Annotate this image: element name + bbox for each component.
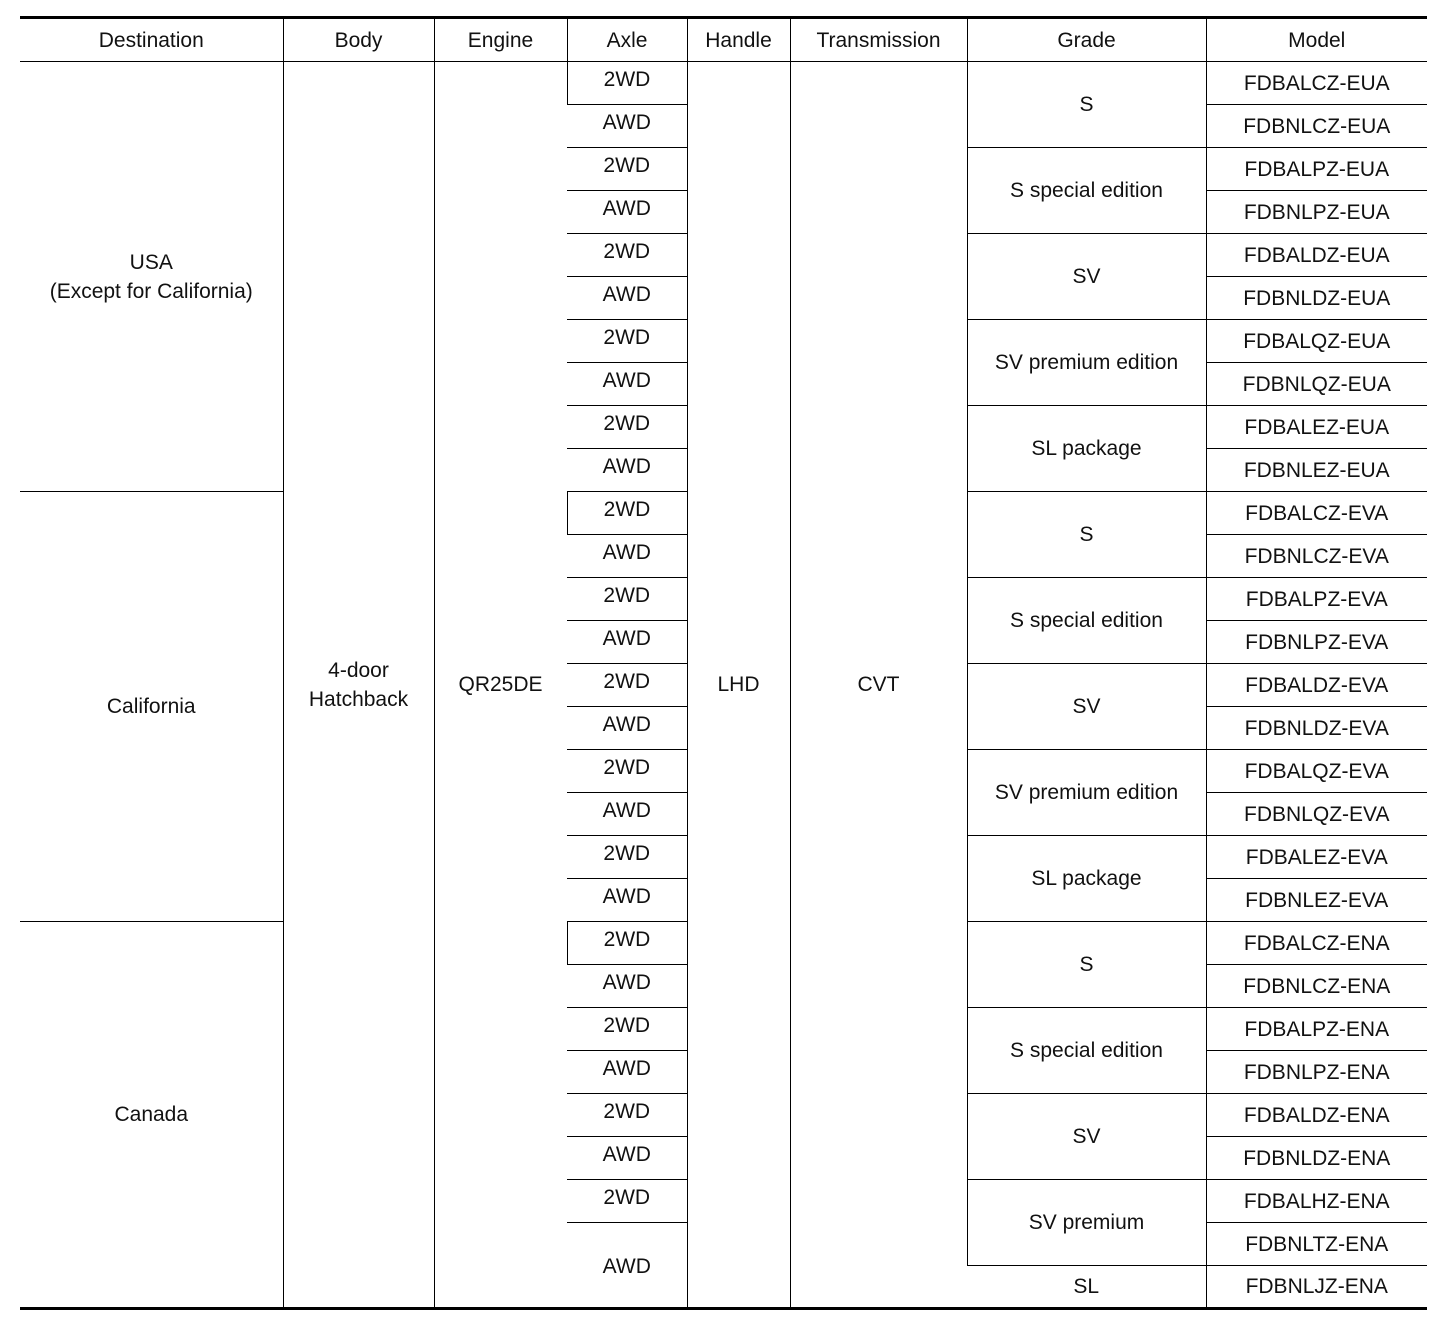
grade-cell: S special edition bbox=[967, 148, 1206, 234]
model-cell: FDBNLDZ-EVA bbox=[1206, 707, 1427, 750]
model-table bbox=[20, 16, 1427, 1310]
destination-line: (Except for California) bbox=[49, 279, 253, 303]
axle-cell: 2WD bbox=[567, 750, 687, 793]
axle-cell: AWD bbox=[567, 449, 687, 492]
model-cell: FDBALQZ-EUA bbox=[1206, 320, 1427, 363]
grade-cell: SL package bbox=[967, 406, 1206, 492]
model-cell: FDBALDZ-EUA bbox=[1206, 234, 1427, 277]
axle-cell: AWD bbox=[567, 277, 687, 320]
header-axle: Axle bbox=[567, 18, 687, 62]
grade-cell: SV bbox=[967, 1094, 1206, 1180]
axle-cell: AWD bbox=[567, 707, 687, 750]
axle-cell: 2WD bbox=[567, 664, 687, 707]
table-header bbox=[20, 18, 1427, 62]
axle-cell: AWD bbox=[567, 191, 687, 234]
model-cell: FDBALDZ-EVA bbox=[1206, 664, 1427, 707]
model-cell: FDBNLDZ-ENA bbox=[1206, 1137, 1427, 1180]
model-cell: FDBNLEZ-EUA bbox=[1206, 449, 1427, 492]
grade-cell: S bbox=[967, 922, 1206, 1008]
axle-cell: 2WD bbox=[567, 578, 687, 621]
grade-cell: SV bbox=[967, 234, 1206, 320]
axle-cell: AWD bbox=[567, 105, 687, 148]
model-cell: FDBNLTZ-ENA bbox=[1206, 1223, 1427, 1266]
handle-cell: LHD bbox=[687, 62, 790, 1309]
axle-cell: AWD bbox=[567, 1223, 687, 1309]
axle-cell: 2WD bbox=[567, 922, 687, 965]
header-handle: Handle bbox=[687, 18, 790, 62]
model-cell: FDBNLCZ-EUA bbox=[1206, 105, 1427, 148]
destination-cell-usa bbox=[20, 62, 283, 492]
axle-cell: AWD bbox=[567, 535, 687, 578]
model-cell: FDBALCZ-EVA bbox=[1206, 492, 1427, 535]
model-cell: FDBNLPZ-EUA bbox=[1206, 191, 1427, 234]
model-cell: FDBNLPZ-ENA bbox=[1206, 1051, 1427, 1094]
model-cell: FDBNLCZ-EVA bbox=[1206, 535, 1427, 578]
transmission-cell: CVT bbox=[790, 62, 967, 1309]
axle-cell: 2WD bbox=[567, 1008, 687, 1051]
header-grade: Grade bbox=[967, 18, 1206, 62]
axle-cell: 2WD bbox=[567, 492, 687, 535]
grade-cell: S special edition bbox=[967, 1008, 1206, 1094]
model-cell: FDBALQZ-EVA bbox=[1206, 750, 1427, 793]
table-row bbox=[20, 62, 1427, 105]
model-cell: FDBNLQZ-EUA bbox=[1206, 363, 1427, 406]
grade-cell: SV premium edition bbox=[967, 320, 1206, 406]
axle-cell: 2WD bbox=[567, 406, 687, 449]
grade-cell: SV premium bbox=[967, 1180, 1206, 1266]
axle-cell: AWD bbox=[567, 1051, 687, 1094]
header-row bbox=[20, 18, 1427, 62]
axle-cell: 2WD bbox=[567, 234, 687, 277]
body-line: Hatchback bbox=[308, 687, 409, 711]
model-cell: FDBNLJZ-ENA bbox=[1206, 1266, 1427, 1309]
axle-cell: AWD bbox=[567, 879, 687, 922]
model-cell: FDBNLQZ-EVA bbox=[1206, 793, 1427, 836]
axle-cell: AWD bbox=[567, 965, 687, 1008]
model-cell: FDBALPZ-EUA bbox=[1206, 148, 1427, 191]
axle-cell: AWD bbox=[567, 793, 687, 836]
model-cell: FDBALPZ-EVA bbox=[1206, 578, 1427, 621]
axle-cell: 2WD bbox=[567, 320, 687, 363]
grade-cell: SL bbox=[967, 1266, 1206, 1309]
axle-cell: 2WD bbox=[567, 1094, 687, 1137]
model-cell: FDBALCZ-EUA bbox=[1206, 62, 1427, 105]
model-cell: FDBNLEZ-EVA bbox=[1206, 879, 1427, 922]
header-engine: Engine bbox=[434, 18, 567, 62]
destination-line: USA bbox=[129, 250, 173, 274]
body-cell bbox=[283, 62, 434, 1309]
grade-cell: SV premium edition bbox=[967, 750, 1206, 836]
header-transmission: Transmission bbox=[790, 18, 967, 62]
model-cell: FDBALPZ-ENA bbox=[1206, 1008, 1427, 1051]
axle-cell: 2WD bbox=[567, 148, 687, 191]
axle-cell: AWD bbox=[567, 1137, 687, 1180]
model-cell: FDBALEZ-EUA bbox=[1206, 406, 1427, 449]
destination-cell-canada: Canada bbox=[20, 922, 283, 1309]
engine-cell: QR25DE bbox=[434, 62, 567, 1309]
model-cell: FDBNLPZ-EVA bbox=[1206, 621, 1427, 664]
grade-cell: S bbox=[967, 492, 1206, 578]
axle-cell: AWD bbox=[567, 363, 687, 406]
header-destination: Destination bbox=[20, 18, 283, 62]
grade-cell: SV bbox=[967, 664, 1206, 750]
table-body bbox=[20, 62, 1427, 1309]
model-cell: FDBALDZ-ENA bbox=[1206, 1094, 1427, 1137]
axle-cell: 2WD bbox=[567, 62, 687, 105]
header-body: Body bbox=[283, 18, 434, 62]
model-cell: FDBNLDZ-EUA bbox=[1206, 277, 1427, 320]
model-cell: FDBALCZ-ENA bbox=[1206, 922, 1427, 965]
grade-cell: SL package bbox=[967, 836, 1206, 922]
destination-cell-california: California bbox=[20, 492, 283, 922]
header-model: Model bbox=[1206, 18, 1427, 62]
model-cell: FDBNLCZ-ENA bbox=[1206, 965, 1427, 1008]
grade-cell: S special edition bbox=[967, 578, 1206, 664]
model-cell: FDBALHZ-ENA bbox=[1206, 1180, 1427, 1223]
axle-cell: AWD bbox=[567, 621, 687, 664]
axle-cell: 2WD bbox=[567, 1180, 687, 1223]
model-cell: FDBALEZ-EVA bbox=[1206, 836, 1427, 879]
axle-cell: 2WD bbox=[567, 836, 687, 879]
body-line: 4-door bbox=[328, 658, 389, 682]
grade-cell: S bbox=[967, 62, 1206, 148]
